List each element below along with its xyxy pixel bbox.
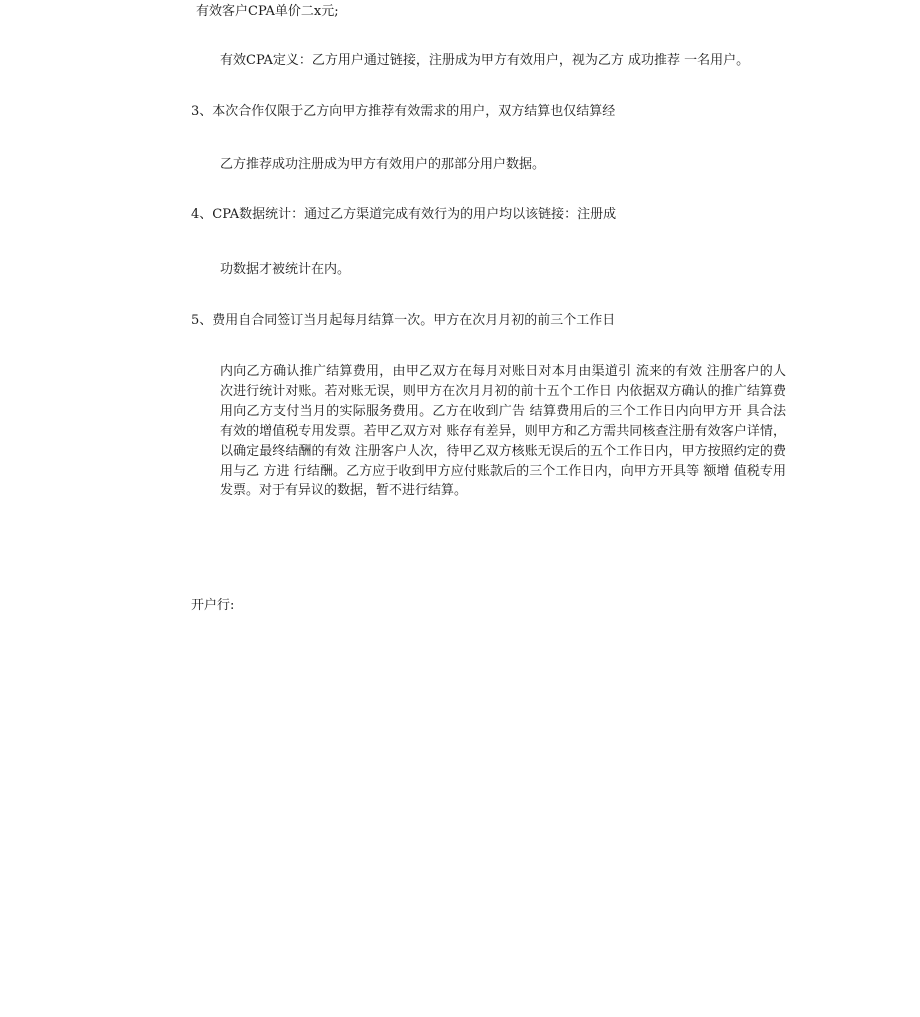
clause-5-paragraph: 内向乙方确认推广结算费用，由甲乙双方在每月对账日对本月由渠道引 流来的有效 注册客户的人次进行统计对账。若对账无误，则甲方在次月月初的前十五个工作日 内依据双方确认的推广结算费用向乙方支付当月的实际服务费用。乙方在收到广告 结算费用后的三个工作日内向甲方开 具合法有效的增值税专用发票。若甲乙双方对 账存有差异，则甲方和乙方需共同核查注册有效客户详情，以确定最终结酬的有效 注册客户人次，待甲乙双方核账无误后的五个工作日内，甲方按照约定的费用与乙 方进 行结酬。乙方应于收到甲方应付账款后的三个工作日内，向甲方开具等 额增 值税专用发票。对于有异议的数据，暂不进行结算。	[220, 364, 786, 499]
clause-3-line-1: 3、本次合作仅限于乙方向甲方推荐有效需求的用户，双方结算也仅结算经	[191, 104, 616, 119]
cpa-definition-line: 有效CPA定义：乙方用户通过链接，注册成为甲方有效用户，视为乙方 成功推荐 一名用户。	[220, 53, 750, 68]
clause-4-line-1: 4、CPA数据统计：通过乙方渠道完成有效行为的用户均以该链接：注册成	[191, 207, 617, 222]
bank-label: 开户行:	[191, 598, 235, 613]
clause-5-line-1: 5、费用自合同签订当月起每月结算一次。甲方在次月月初的前三个工作日	[191, 313, 616, 328]
clause-4-line-2: 功数据才被统计在内。	[220, 262, 351, 277]
cpa-unit-price-line: 有效客户CPA单价二x元;	[196, 4, 339, 19]
clause-3-line-2: 乙方推荐成功注册成为甲方有效用户的那部分用户数据。	[220, 157, 546, 172]
